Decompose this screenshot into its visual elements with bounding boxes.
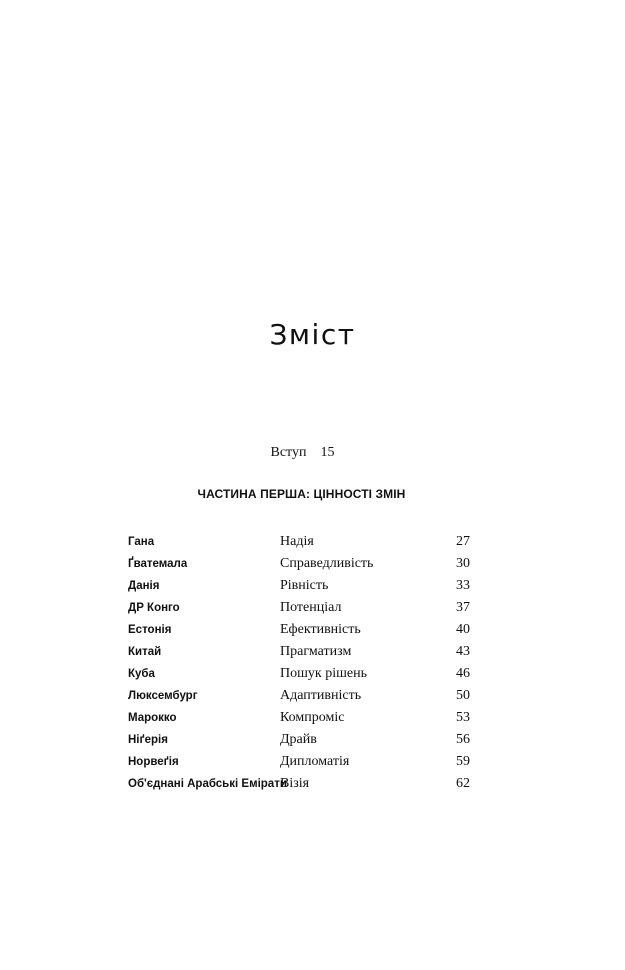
- toc-value: Компроміс: [280, 710, 345, 725]
- toc-value: Потенціал: [280, 600, 342, 615]
- toc-row[interactable]: [128, 575, 474, 597]
- intro-entry[interactable]: [0, 445, 605, 461]
- toc-page-number: 37: [456, 600, 470, 615]
- toc-value: Рівність: [280, 578, 329, 593]
- toc-row[interactable]: [128, 619, 474, 641]
- toc-row[interactable]: [128, 707, 474, 729]
- toc-row[interactable]: [128, 597, 474, 619]
- toc-value: Адаптивність: [280, 688, 362, 703]
- toc-page-number: 27: [456, 534, 470, 549]
- toc-country: Естонія: [128, 624, 172, 636]
- toc-page-number: 30: [456, 556, 470, 571]
- toc-value: Візія: [280, 776, 310, 791]
- toc-page-number: 59: [456, 754, 470, 769]
- toc-value: Драйв: [280, 732, 317, 747]
- toc-country: Гана: [128, 536, 155, 548]
- toc-row[interactable]: [128, 531, 474, 553]
- toc-country: Об'єднані Арабські Емірати: [128, 778, 287, 790]
- toc-page-number: 56: [456, 732, 470, 747]
- toc-list: [128, 531, 474, 795]
- toc-row[interactable]: [128, 663, 474, 685]
- toc-value: Надія: [280, 534, 314, 549]
- toc-country: Марокко: [128, 712, 177, 724]
- toc-country: Люксембург: [128, 690, 198, 702]
- toc-value: Прагматизм: [280, 644, 352, 659]
- toc-country: Данія: [128, 580, 160, 592]
- toc-country: Китай: [128, 646, 162, 658]
- toc-page-number: 43: [456, 644, 470, 659]
- toc-page-number: 50: [456, 688, 470, 703]
- toc-country: Ніґерія: [128, 734, 168, 746]
- toc-row[interactable]: [128, 729, 474, 751]
- page-title: Зміст: [269, 318, 356, 351]
- toc-country: Норвеґія: [128, 756, 179, 768]
- toc-page-number: 46: [456, 666, 470, 681]
- toc-row[interactable]: [128, 773, 474, 795]
- toc-page-number: 33: [456, 578, 470, 593]
- toc-value: Дипломатія: [280, 754, 350, 769]
- intro-label: Вступ: [270, 445, 307, 460]
- toc-page-number: 53: [456, 710, 470, 725]
- toc-row[interactable]: [128, 685, 474, 707]
- toc-row[interactable]: [128, 641, 474, 663]
- toc-row[interactable]: [128, 751, 474, 773]
- part-title: ЧАСТИНА ПЕРША: ЦІННОСТІ ЗМІН: [197, 487, 406, 501]
- toc-value: Пошук рішень: [280, 666, 367, 681]
- toc-country: Куба: [128, 668, 155, 680]
- toc-value: Справедливість: [280, 556, 374, 571]
- toc-country: Ґватемала: [128, 558, 188, 570]
- toc-row[interactable]: [128, 553, 474, 575]
- toc-page-number: 62: [456, 776, 470, 791]
- toc-page-number: 40: [456, 622, 470, 637]
- intro-page-number: 15: [320, 445, 335, 460]
- toc-value: Ефективність: [280, 622, 361, 637]
- toc-country: ДР Конго: [128, 602, 180, 614]
